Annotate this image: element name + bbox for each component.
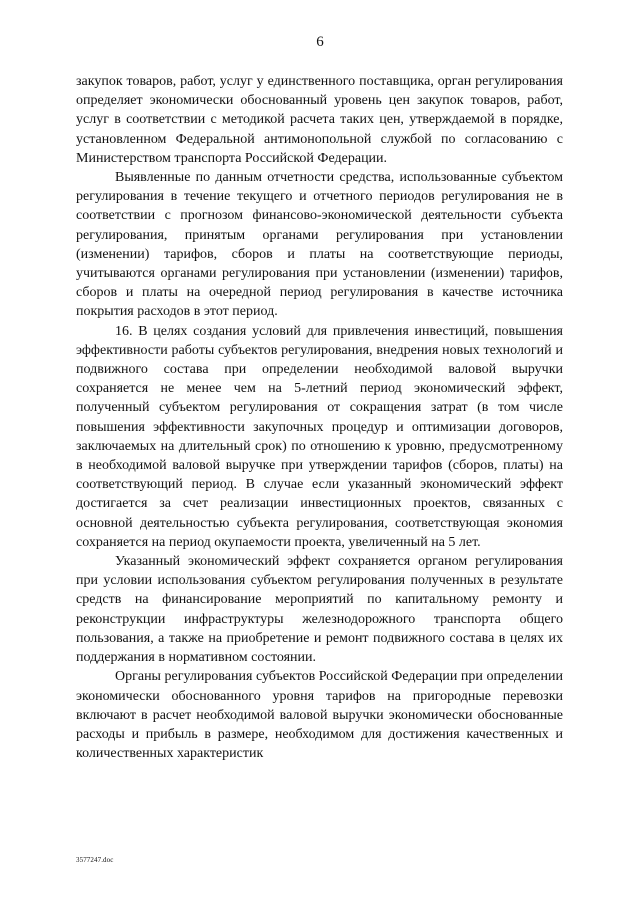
- paragraph-continuation: закупок товаров, работ, услуг у единственного поставщика, орган регулирования определяет экономически обоснованный уровень цен закупок товаров, работ, услуг в соответствии с методикой расчета таких цен, утверждаемой в порядке, установленном Федеральной антимонопольной службой по согласованию с Министерством транспорта Российской Федерации.: [76, 74, 563, 166]
- paragraph-economic-effect: Указанный экономический эффект сохраняется органом регулирования при условии использования субъектом регулирования полученных в результате средств на финансирование мероприятий по капитальному ремонту и реконструкции инфраструктуры железнодорожного транспорта общего пользования, а также на приобретение и ремонт подвижного состава в целях их поддержания в нормативном состоянии.: [76, 554, 563, 666]
- paragraph-revealed-funds: Выявленные по данным отчетности средства, использованные субъектом регулирования в течение текущего и отчетного периодов регулирования не в соответствии с прогнозом финансово-экономической деятельности субъекта регулирования, принятым органами регулирования при установлении (изменении) тарифов, сборов и платы на соответствующие периоды, учитываются органами регулирования при установлении (изменении) тарифов, сборов и платы на очередной период регулирования в качестве источника покрытия расходов в этот период.: [76, 170, 563, 320]
- document-body: [76, 72, 563, 763]
- document-file-id: 3577247.doc: [76, 856, 114, 864]
- paragraph-clause-16: 16. В целях создания условий для привлечения инвестиций, повышения эффективности работы субъектов регулирования, внедрения новых технологий и подвижного состава при определении необходимой валовой выручки сохраняется не менее чем на 5-летний период экономический эффект, полученный субъектом регулирования от сокращения затрат (в том числе повышения эффективности закупочных процедур и оптимизации договоров, заключаемых на длительный срок) по отношению к уровню, предусмотренному в необходимой валовой выручке при утверждении тарифов (сборов, платы) на соответствующий период. В случае если указанный экономический эффект достигается за счет реализации инвестиционных проектов, связанных с основной деятельностью субъекта регулирования, соответствующая экономия сохраняется на период окупаемости проекта, увеличенный на 5 лет.: [76, 323, 563, 550]
- paragraph-regional-authorities: Органы регулирования субъектов Российской Федерации при определении экономически обоснованного уровня тарифов на пригородные перевозки включают в расчет необходимой валовой выручки экономически обоснованные расходы и прибыль в размере, необходимом для достижения качественных и количественных характеристик: [76, 669, 563, 762]
- page-number: 6: [316, 34, 324, 50]
